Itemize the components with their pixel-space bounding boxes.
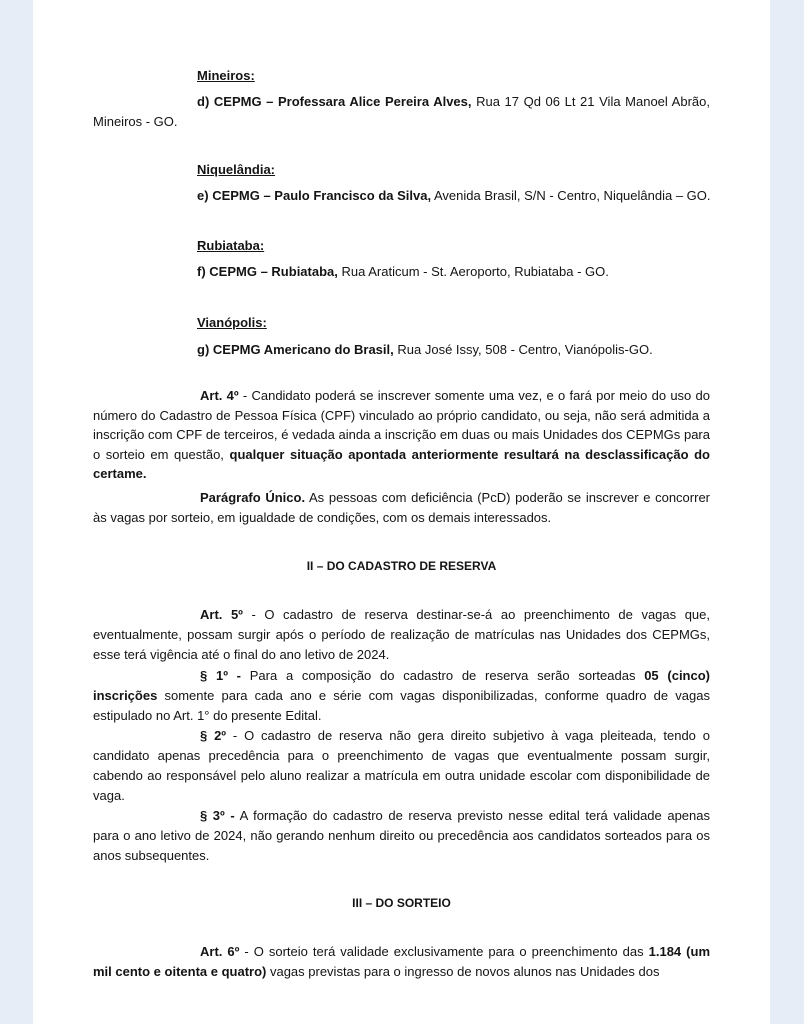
- city-heading-vianopolis: Vianópolis:: [197, 315, 267, 330]
- article-5: [93, 605, 710, 665]
- location-entry-rubiataba: [197, 262, 737, 282]
- article-5-paragraph-2: [93, 726, 710, 806]
- article-bold-text: qualquer situação apontada anteriormente resultará na desclassificação do certame.: [93, 446, 710, 481]
- article-6: [93, 942, 710, 982]
- city-heading-rubiataba: Rubiataba:: [197, 238, 265, 253]
- article-bold-text: 1.184 (um mil cento e oitenta e quatro): [93, 944, 710, 979]
- paragraph-text: As pessoas com deficiência (PcD) poderão se inscrever e concorrer às vagas por sorteio, em igualdade de condições, com os demais interessados.: [93, 490, 710, 525]
- paragraph-label: Parágrafo Único.: [200, 490, 306, 505]
- location-entry-niquelandia: [197, 186, 737, 206]
- paragraph-bold-text: 05 (cinco) inscrições: [93, 668, 710, 703]
- article-5-paragraph-3: [93, 806, 710, 866]
- location-school-name: CEPMG Americano do Brasil,: [212, 342, 394, 357]
- city-heading-mineiros: Mineiros:: [197, 68, 255, 83]
- article-text: - O sorteio terá validade exclusivamente para o preenchimento das: [239, 944, 649, 959]
- location-address: Avenida Brasil, S/N - Centro, Niquelândia – GO.: [434, 188, 711, 203]
- article-text: vagas previstas para o ingresso de novos alunos nas Unidades dos: [266, 964, 660, 979]
- location-letter: g): [197, 342, 210, 357]
- article-text: - Candidato poderá se inscrever somente uma vez, e o fará por meio do uso do número do Cadastro de Pessoa Física (CPF) vinculado ao próprio candidato, ou seja, não será admitida a inscrição com CPF de terceiros, é vedada ainda a inscrição em duas ou mais Unidades dos CEPMGs para o sorteio em questão,: [93, 388, 710, 462]
- city-heading-niquelandia: Niquelândia:: [197, 162, 276, 177]
- location-school-name: CEPMG – Professara Alice Pereira Alves,: [213, 94, 472, 109]
- location-letter: e): [197, 188, 209, 203]
- paragraph-label: § 1º -: [200, 668, 242, 683]
- paragraph-label: § 2º: [200, 728, 227, 743]
- location-entry-vianopolis: [197, 340, 737, 360]
- article-5-paragraph-1: [93, 666, 710, 726]
- paragraph-label: § 3º -: [200, 808, 235, 823]
- location-school-name: CEPMG – Paulo Francisco da Silva,: [212, 188, 432, 203]
- location-address: Rua Araticum - St. Aeroporto, Rubiataba - GO.: [341, 264, 609, 279]
- article-text: - O cadastro de reserva destinar-se-á ao preenchimento de vagas que, eventualmente, possam surgir após o período de realização de matrículas nas Unidades dos CEPMGs, esse terá vigência até o final do ano letivo de 2024.: [93, 607, 710, 662]
- paragrafo-unico: [93, 488, 710, 528]
- location-address: Rua José Issy, 508 - Centro, Vianópolis-GO.: [397, 342, 653, 357]
- paragraph-text: Para a composição do cadastro de reserva serão sorteadas: [241, 668, 645, 683]
- article-label: Art. 6º: [200, 944, 240, 959]
- paragraph-text: A formação do cadastro de reserva previsto nesse edital terá validade apenas para o ano letivo de 2024, não gerando nenhum direito ou precedência aos candidatos sorteados para os anos subsequentes.: [93, 808, 710, 863]
- paragraph-text: - O cadastro de reserva não gera direito subjetivo à vaga pleiteada, tendo o candidato apenas precedência para o preenchimento de vagas que eventualmente possam surgir, cabendo ao responsável pelo aluno realizar a matrícula em outra unidade escolar com disponibilidade de vaga.: [93, 728, 710, 803]
- article-4: [93, 386, 710, 484]
- location-address: Rua 17 Qd 06 Lt 21 Vila Manoel Abrão, Mineiros - GO.: [93, 94, 710, 129]
- location-letter: f): [197, 264, 206, 279]
- article-label: Art. 5º: [200, 607, 243, 622]
- section-heading-cadastro-reserva: II – DO CADASTRO DE RESERVA: [306, 559, 497, 573]
- paragraph-text: somente para cada ano e série com vagas disponibilizadas, conforme quadro de vagas estipulado no Art. 1° do presente Edital.: [93, 688, 710, 723]
- location-school-name: CEPMG – Rubiataba,: [209, 264, 338, 279]
- document-page: [33, 0, 770, 1024]
- location-letter: d): [197, 94, 210, 109]
- location-entry-mineiros: [93, 92, 710, 132]
- article-label: Art. 4º: [200, 388, 239, 403]
- section-heading-sorteio: III – DO SORTEIO: [352, 896, 451, 910]
